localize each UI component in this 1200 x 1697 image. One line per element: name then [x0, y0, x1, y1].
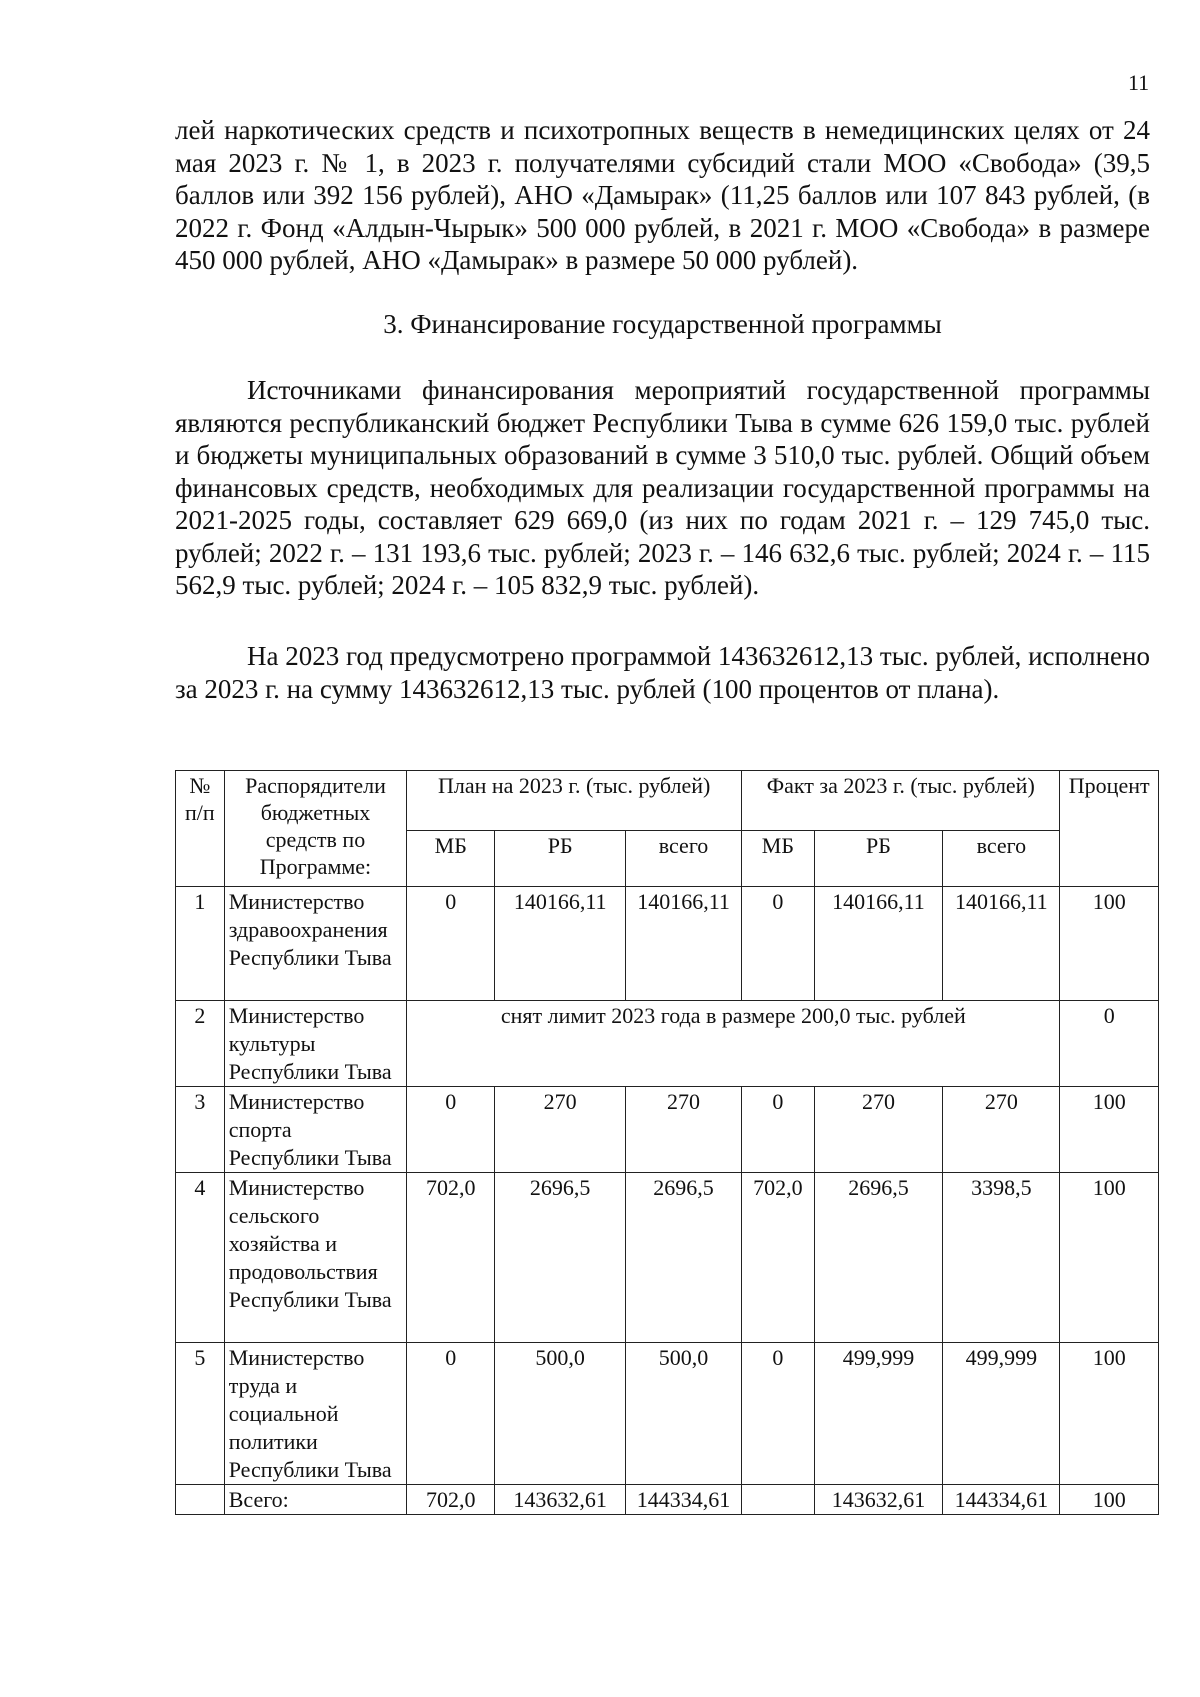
table-row	[176, 1001, 1159, 1087]
header-plan-mb: МБ	[407, 831, 495, 887]
row-num: 2	[176, 1001, 225, 1087]
row-plan-mb: 0	[407, 1343, 495, 1485]
row-plan-rb: 500,0	[495, 1343, 626, 1485]
row-name: Министерство сельского хозяйства и продовольствия Республики Тыва	[224, 1173, 406, 1343]
row-fact-total: 140166,11	[943, 887, 1060, 1001]
budget-table	[175, 770, 1159, 1515]
row-fact-mb: 0	[742, 1087, 815, 1173]
row-percent: 100	[1060, 887, 1159, 1001]
header-fact-mb: МБ	[742, 831, 815, 887]
row-plan-total: 140166,11	[625, 887, 741, 1001]
header-fact-total: всего	[943, 831, 1060, 887]
total-plan-total: 144334,61	[625, 1485, 741, 1515]
row-note: снят лимит 2023 года в размере 200,0 тыс. рублей	[407, 1001, 1060, 1087]
header-plan: План на 2023 г. (тыс. рублей)	[407, 771, 742, 831]
row-num: 1	[176, 887, 225, 1001]
row-fact-rb: 270	[814, 1087, 943, 1173]
total-fact-rb: 143632,61	[814, 1485, 943, 1515]
plan-paragraph: На 2023 год предусмотрено программой 143632612,13 тыс. рублей, исполнено за 2023 г. на сумму 143632612,13 тыс. рублей (100 процентов от плана).	[175, 641, 1150, 704]
section-heading: 3. Финансирование государственной программы	[383, 309, 942, 339]
row-percent: 100	[1060, 1343, 1159, 1485]
table-total-row	[176, 1485, 1159, 1515]
header-plan-rb: РБ	[495, 831, 626, 887]
header-plan-total: всего	[625, 831, 741, 887]
table-row	[176, 887, 1159, 1001]
row-fact-mb: 702,0	[742, 1173, 815, 1343]
row-percent: 0	[1060, 1001, 1159, 1087]
row-fact-rb: 499,999	[814, 1343, 943, 1485]
row-fact-total: 499,999	[943, 1343, 1060, 1485]
row-num: 4	[176, 1173, 225, 1343]
row-percent: 100	[1060, 1087, 1159, 1173]
intro-paragraph: лей наркотических средств и психотропных веществ в немедицинских целях от 24 мая 2023 г. № 1, в 2023 г. получателями субсидий стали МОО «Свобода» (39,5 баллов или 392 156 рублей), АНО «Дамырак» (11,25 баллов или 107 843 рублей, (в 2022 г. Фонд «Алдын-Чырык» 500 000 рублей, в 2021 г. МОО «Свобода» в размере 450 000 рублей, АНО «Дамырак» в размере 50 000 рублей).	[175, 115, 1150, 275]
row-plan-mb: 0	[407, 1087, 495, 1173]
page-number: 11	[1128, 70, 1150, 95]
row-fact-mb: 0	[742, 1343, 815, 1485]
total-percent: 100	[1060, 1485, 1159, 1515]
header-distributors: Распорядители бюджетных средств по Программе:	[224, 771, 406, 887]
table-header-row	[176, 771, 1159, 831]
row-num: 3	[176, 1087, 225, 1173]
total-fact-mb	[742, 1485, 815, 1515]
row-plan-total: 2696,5	[625, 1173, 741, 1343]
row-fact-total: 270	[943, 1087, 1060, 1173]
row-name: Министерство спорта Республики Тыва	[224, 1087, 406, 1173]
row-plan-total: 270	[625, 1087, 741, 1173]
total-plan-rb: 143632,61	[495, 1485, 626, 1515]
row-plan-mb: 0	[407, 887, 495, 1001]
row-plan-rb: 270	[495, 1087, 626, 1173]
row-name: Министерство труда и социальной политики Республики Тыва	[224, 1343, 406, 1485]
header-percent: Процент	[1060, 771, 1159, 887]
row-fact-total: 3398,5	[943, 1173, 1060, 1343]
total-num	[176, 1485, 225, 1515]
table-row	[176, 1173, 1159, 1343]
row-plan-mb: 702,0	[407, 1173, 495, 1343]
row-num: 5	[176, 1343, 225, 1485]
row-name: Министерство культуры Республики Тыва	[224, 1001, 406, 1087]
table-row	[176, 1087, 1159, 1173]
row-plan-rb: 140166,11	[495, 887, 626, 1001]
row-percent: 100	[1060, 1173, 1159, 1343]
table-row	[176, 1343, 1159, 1485]
row-plan-rb: 2696,5	[495, 1173, 626, 1343]
total-plan-mb: 702,0	[407, 1485, 495, 1515]
header-num: № п/п	[176, 771, 225, 887]
funding-paragraph: Источниками финансирования мероприятий государственной программы являются республиканский бюджет Республики Тыва в сумме 626 159,0 тыс. рублей и бюджеты муниципальных образований в сумме 3 510,0 тыс. рублей. Общий объем финансовых средств, необходимых для реализации государственной программы на 2021-2025 годы, составляет 629 669,0 (из них по годам 2021 г. – 129 745,0 тыс. рублей; 2022 г. – 131 193,6 тыс. рублей; 2023 г. – 146 632,6 тыс. рублей; 2024 г. – 115 562,9 тыс. рублей; 2024 г. – 105 832,9 тыс. рублей).	[175, 375, 1150, 600]
total-label: Всего:	[224, 1485, 406, 1515]
row-fact-rb: 2696,5	[814, 1173, 943, 1343]
row-fact-rb: 140166,11	[814, 887, 943, 1001]
header-fact-rb: РБ	[814, 831, 943, 887]
row-plan-total: 500,0	[625, 1343, 741, 1485]
row-fact-mb: 0	[742, 887, 815, 1001]
total-fact-total: 144334,61	[943, 1485, 1060, 1515]
header-fact: Факт за 2023 г. (тыс. рублей)	[742, 771, 1060, 831]
row-name: Министерство здравоохранения Республики Тыва	[224, 887, 406, 1001]
